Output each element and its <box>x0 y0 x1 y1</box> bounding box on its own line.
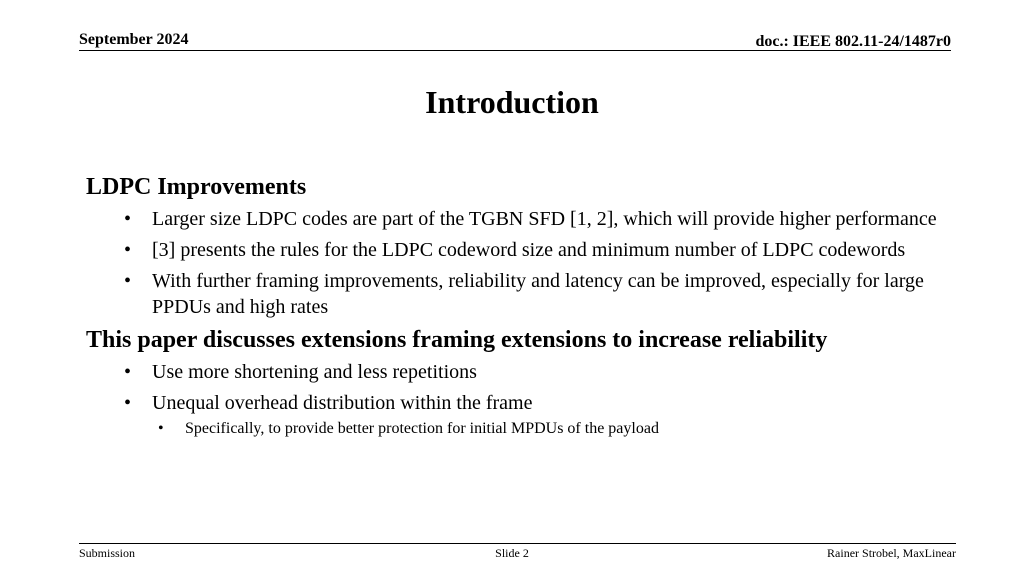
bullet-icon: • <box>124 270 132 292</box>
footer-divider <box>79 543 956 544</box>
header-divider <box>79 50 951 51</box>
bullet-icon: • <box>124 208 132 230</box>
section-heading-ldpc: LDPC Improvements <box>86 174 307 200</box>
ldpc-bullet-list <box>86 206 946 320</box>
section-heading-paper: This paper discusses extensions framing extensions to increase reliability <box>86 327 828 353</box>
bullet-text: Unequal overhead distribution within the frame <box>152 392 533 414</box>
footer-slide-number: Slide 2 <box>495 546 529 560</box>
footer-author: Rainer Strobel, MaxLinear <box>827 546 956 560</box>
paper-bullet-list <box>86 359 946 440</box>
list-item <box>86 390 946 440</box>
list-item <box>86 359 946 385</box>
header-date: September 2024 <box>79 31 189 48</box>
bullet-text: [3] presents the rules for the LDPC codeword size and minimum number of LDPC codewords <box>152 239 906 261</box>
footer-submission: Submission <box>79 546 136 560</box>
bullet-text: Use more shortening and less repetitions <box>152 361 477 383</box>
list-item <box>86 418 946 440</box>
list-item <box>86 268 946 320</box>
bullet-icon: • <box>124 361 132 383</box>
bullet-text: With further framing improvements, reliability and latency can be improved, especially for large PPDUs and high rates <box>152 270 924 318</box>
bullet-icon: • <box>124 239 132 261</box>
slide-title: Introduction <box>425 84 599 120</box>
bullet-icon: • <box>124 392 132 414</box>
list-item <box>86 206 946 232</box>
bullet-text: Larger size LDPC codes are part of the TGBN SFD [1, 2], which will provide higher performance <box>152 208 937 230</box>
slide-content <box>86 172 946 445</box>
header-doc-id: doc.: IEEE 802.11-24/1487r0 <box>755 33 951 50</box>
sub-bullet-list <box>152 418 946 440</box>
list-item <box>86 237 946 263</box>
bullet-text: Specifically, to provide better protection for initial MPDUs of the payload <box>185 420 659 437</box>
bullet-icon: • <box>158 420 164 437</box>
